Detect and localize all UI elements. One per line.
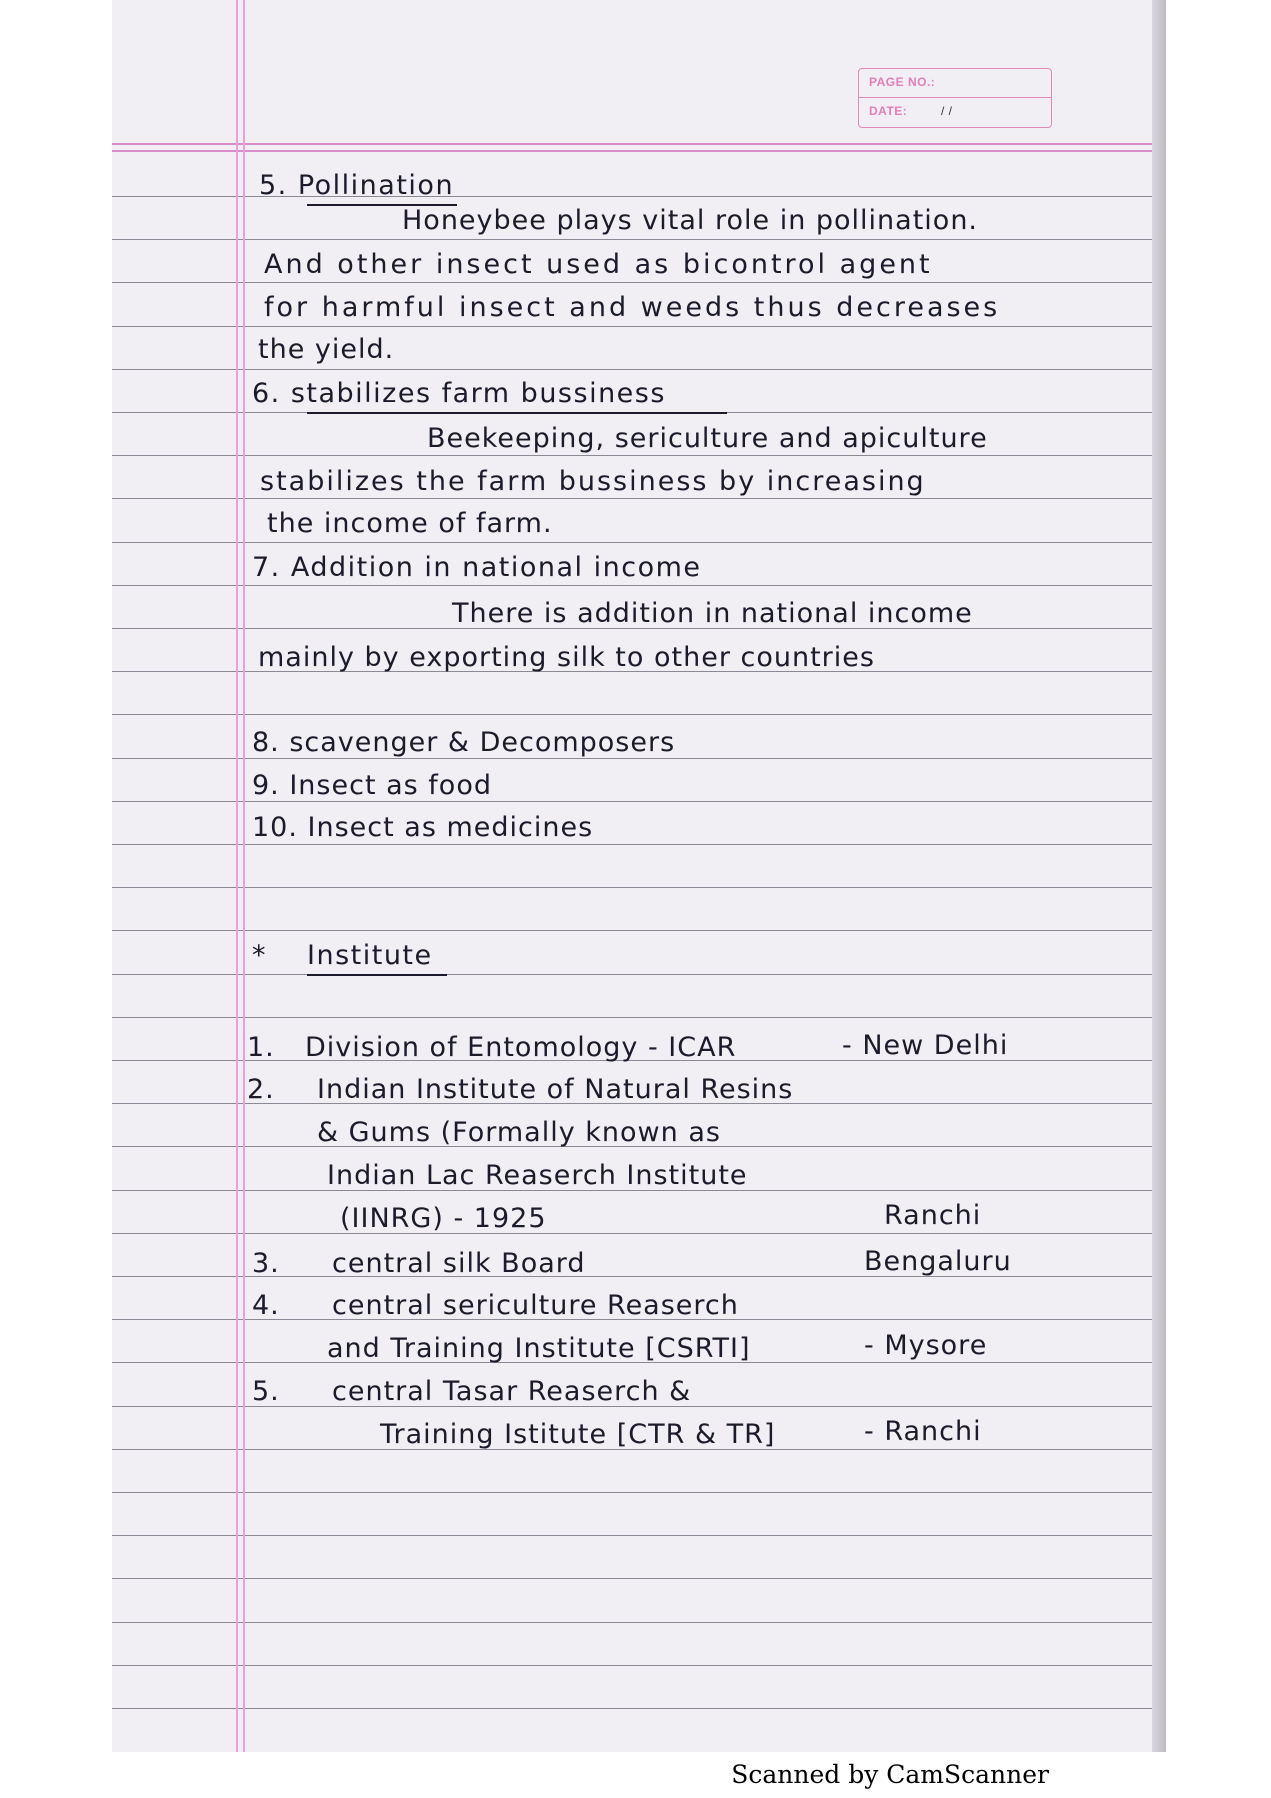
text-line: There is addition in national income [452,598,973,629]
section-heading-stabilizes: 6. stabilizes farm bussiness [252,378,666,409]
ruled-line [112,1492,1164,1493]
institute-number: 5. [252,1376,280,1407]
ruled-line [112,455,1164,456]
ruled-line [112,282,1164,283]
institute-name: (IINRG) - 1925 [340,1203,547,1234]
page-number-date-box [858,68,1052,128]
institute-name: Indian Lac Reaserch Institute [327,1160,748,1191]
ruled-line [112,930,1164,931]
institute-place: - Ranchi [864,1416,982,1447]
page-no-label: PAGE NO.: [869,75,936,89]
scanner-watermark: Scanned by CamScanner [731,1760,1049,1789]
heading-underline [307,412,727,414]
ruled-line [112,844,1164,845]
star-bullet: * [252,940,267,971]
ruled-line [112,1578,1164,1579]
institute-name: & Gums (Formally known as [317,1117,721,1148]
text-line: stabilizes the farm bussiness by increasing [260,466,926,497]
institute-number: 1. [247,1032,275,1063]
text-line: Honeybee plays vital role in pollination. [402,205,979,236]
box-divider [859,97,1051,98]
date-value: / / [941,104,953,118]
institute-place: Ranchi [884,1200,982,1231]
ruled-line [112,974,1164,975]
institute-place: Bengaluru [864,1246,1012,1277]
institute-number: 3. [252,1248,280,1279]
heading-underline [307,974,447,976]
ruled-line [112,239,1164,240]
ruled-line [112,498,1164,499]
text-line: the yield. [258,334,395,365]
institute-name: and Training Institute [CSRTI] [327,1333,751,1364]
ruled-line [112,1233,1164,1234]
text-line: mainly by exporting silk to other countries [258,642,875,673]
ruled-line [112,887,1164,888]
text-line: Beekeeping, sericulture and apiculture [427,423,988,454]
margin-line [236,0,238,1752]
text-line: the income of farm. [267,508,553,539]
date-label: DATE: [869,104,908,118]
institute-name: central sericulture Reaserch [332,1290,739,1321]
institute-number: 4. [252,1290,280,1321]
institute-name: Division of Entomology - ICAR [305,1032,737,1063]
institute-name: central silk Board [332,1248,586,1279]
list-item: 9. Insect as food [252,770,492,801]
margin-line [243,0,245,1752]
institute-heading: Institute [307,940,433,971]
institute-name: Indian Institute of Natural Resins [317,1074,794,1105]
institute-place: - Mysore [864,1330,988,1361]
ruled-line [112,326,1164,327]
ruled-line [112,1535,1164,1536]
header-rule [112,143,1164,145]
list-item: 10. Insect as medicines [252,812,594,843]
header-rule [112,150,1164,152]
ruled-line [112,1708,1164,1709]
notebook-page [112,0,1164,1752]
ruled-line [112,585,1164,586]
text-line: for harmful insect and weeds thus decreases [264,292,1001,323]
ruled-line [112,1017,1164,1018]
institute-place: - New Delhi [842,1030,1009,1061]
section-heading-national-income: 7. Addition in national income [252,552,702,583]
ruled-line [112,1622,1164,1623]
ruled-line [112,542,1164,543]
institute-number: 2. [247,1074,275,1105]
list-item: 8. scavenger & Decomposers [252,727,676,758]
section-heading-pollination: 5. Pollination [259,170,455,201]
ruled-line [112,714,1164,715]
institute-name: central Tasar Reaserch & [332,1376,692,1407]
ruled-line [112,1665,1164,1666]
institute-name: Training Istitute [CTR & TR] [380,1419,776,1450]
paper-edge [1152,0,1166,1752]
ruled-line [112,369,1164,370]
text-line: And other insect used as bicontrol agent [264,249,933,280]
